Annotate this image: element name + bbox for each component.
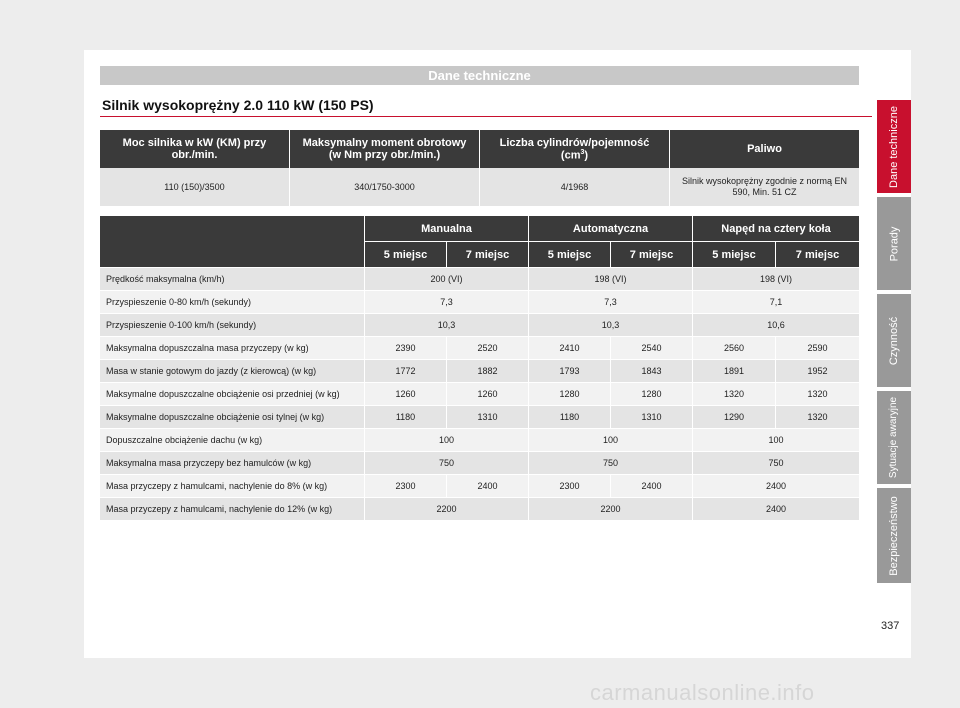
title-underline: [100, 116, 872, 117]
row-value: 2390: [365, 337, 447, 360]
row-value: 198 (VI): [529, 268, 693, 291]
side-tab-safety[interactable]: Bezpieczeństwo: [877, 488, 911, 583]
row-value: 2520: [447, 337, 529, 360]
side-tab-technical-data[interactable]: Dane techniczne: [877, 100, 911, 193]
engine-header-cylinders: Liczba cylindrów/pojemność $(cm^3)$: [480, 130, 670, 168]
chapter-header: Dane techniczne: [100, 66, 859, 85]
row-value: 2400: [693, 498, 859, 521]
page-number: 337: [881, 620, 900, 632]
group-header-manual: Manualna: [365, 216, 529, 242]
row-value: 2300: [529, 475, 611, 498]
engine-torque-value: 340/1750-3000: [290, 168, 480, 206]
side-tab-emergencies[interactable]: Sytuacje awaryjne: [877, 391, 911, 484]
row-value: 2200: [365, 498, 529, 521]
side-tab-tips[interactable]: Porady: [877, 197, 911, 290]
row-value: 1891: [693, 360, 776, 383]
row-value: 1843: [611, 360, 693, 383]
row-label: Maksymalne dopuszczalne obciążenie osi przedniej (w kg): [100, 383, 365, 406]
engine-power-value: 110 (150)/3500: [100, 168, 290, 206]
row-label: Masa w stanie gotowym do jazdy (z kierowcą) (w kg): [100, 360, 365, 383]
engine-cylinders-value: 4/1968: [480, 168, 670, 206]
table-row: [100, 291, 859, 314]
table-row: [100, 475, 859, 498]
engine-fuel-value: Silnik wysokoprężny zgodnie z normą EN 590, Min. 51 CZ: [670, 168, 859, 206]
row-value: 2540: [611, 337, 693, 360]
row-value: 2410: [529, 337, 611, 360]
row-value: 1320: [693, 383, 776, 406]
row-value: 10,3: [365, 314, 529, 337]
row-value: 100: [529, 429, 693, 452]
row-label: Maksymalne dopuszczalne obciążenie osi tylnej (w kg): [100, 406, 365, 429]
section-title: Silnik wysokoprężny 2.0 110 kW (150 PS): [102, 97, 374, 113]
row-label: Masa przyczepy z hamulcami, nachylenie do 8% (w kg): [100, 475, 365, 498]
engine-header-torque: Maksymalny moment obrotowy (w Nm przy obr./min.): [290, 130, 480, 168]
row-value: 1310: [611, 406, 693, 429]
row-value: 1772: [365, 360, 447, 383]
row-value: 2400: [447, 475, 529, 498]
subheader-seats: 7 miejsc: [776, 242, 859, 268]
watermark-text: carmanualsonline.info: [590, 680, 815, 705]
row-label: Masa przyczepy z hamulcami, nachylenie do 12% (w kg): [100, 498, 365, 521]
subheader-seats: 7 miejsc: [447, 242, 529, 268]
table-corner-cell: [100, 216, 365, 268]
table-row: [100, 360, 859, 383]
row-value: 10,3: [529, 314, 693, 337]
row-value: 1260: [447, 383, 529, 406]
side-tab-operation[interactable]: Czynność: [877, 294, 911, 387]
row-value: 1793: [529, 360, 611, 383]
row-value: 2200: [529, 498, 693, 521]
table-row: [100, 406, 859, 429]
table-row: [100, 429, 859, 452]
engine-header-power: Moc silnika w kW (KM) przy obr./min.: [100, 130, 290, 168]
table-row: [100, 383, 859, 406]
row-value: 100: [693, 429, 859, 452]
row-value: 7,1: [693, 291, 859, 314]
subheader-seats: 5 miejsc: [693, 242, 776, 268]
row-value: 750: [365, 452, 529, 475]
subheader-seats: 5 miejsc: [365, 242, 447, 268]
row-value: 1180: [529, 406, 611, 429]
row-value: 1280: [611, 383, 693, 406]
row-value: 2590: [776, 337, 859, 360]
engine-header-fuel: Paliwo: [670, 130, 859, 168]
row-label: Przyspieszenie 0-80 km/h (sekundy): [100, 291, 365, 314]
row-value: 100: [365, 429, 529, 452]
row-value: 1882: [447, 360, 529, 383]
row-value: 1280: [529, 383, 611, 406]
row-value: 7,3: [365, 291, 529, 314]
table-row: [100, 498, 859, 521]
table-row: [100, 452, 859, 475]
row-value: 1320: [776, 406, 859, 429]
row-value: 750: [529, 452, 693, 475]
row-value: 1310: [447, 406, 529, 429]
row-value: 2400: [611, 475, 693, 498]
table-row: [100, 337, 859, 360]
row-value: 1180: [365, 406, 447, 429]
row-value: 2560: [693, 337, 776, 360]
row-value: 10,6: [693, 314, 859, 337]
subheader-seats: 7 miejsc: [611, 242, 693, 268]
table-row: [100, 268, 859, 291]
row-label: Przyspieszenie 0-100 km/h (sekundy): [100, 314, 365, 337]
row-value: 7,3: [529, 291, 693, 314]
row-label: Dopuszczalne obciążenie dachu (w kg): [100, 429, 365, 452]
row-value: 198 (VI): [693, 268, 859, 291]
row-value: 1320: [776, 383, 859, 406]
group-header-automatic: Automatyczna: [529, 216, 693, 242]
row-value: 200 (VI): [365, 268, 529, 291]
row-value: 1952: [776, 360, 859, 383]
row-label: Prędkość maksymalna (km/h): [100, 268, 365, 291]
engine-spec-table: [100, 130, 859, 206]
row-label: Maksymalna dopuszczalna masa przyczepy (w kg): [100, 337, 365, 360]
row-value: 750: [693, 452, 859, 475]
subheader-seats: 5 miejsc: [529, 242, 611, 268]
row-value: 1260: [365, 383, 447, 406]
row-value: 2300: [365, 475, 447, 498]
row-label: Maksymalna masa przyczepy bez hamulców (w kg): [100, 452, 365, 475]
performance-table: [100, 216, 859, 521]
table-row: [100, 314, 859, 337]
row-value: 1290: [693, 406, 776, 429]
group-header-4wd: Napęd na cztery koła: [693, 216, 859, 242]
row-value: 2400: [693, 475, 859, 498]
